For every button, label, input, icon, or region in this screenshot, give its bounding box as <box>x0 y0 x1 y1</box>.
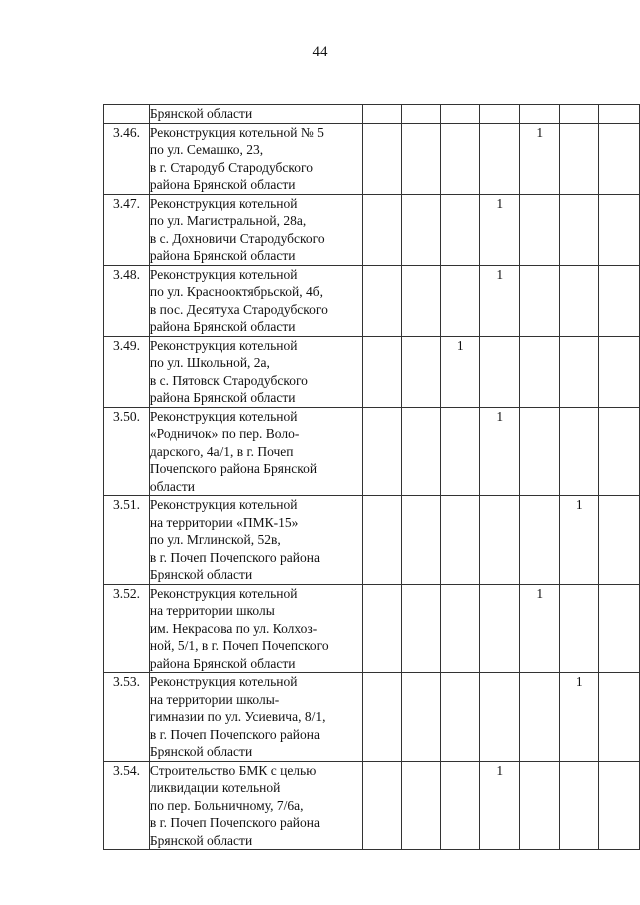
description-line: области <box>149 478 196 494</box>
item-number-cell <box>104 105 150 124</box>
description-cell <box>149 584 362 673</box>
year-value-cell <box>560 194 599 265</box>
year-value-cell <box>480 105 520 124</box>
description-line: Брянской области <box>149 567 253 582</box>
year-value-cell <box>520 105 560 124</box>
year-value-cell <box>441 265 480 336</box>
item-number-cell: 3.54. <box>104 761 150 850</box>
item-number-cell: 3.49. <box>104 336 150 407</box>
description-cell <box>149 265 362 336</box>
year-value-cell <box>599 496 640 585</box>
table-body <box>104 105 640 850</box>
year-value-cell <box>362 407 401 496</box>
description-line: района Брянской области <box>149 319 296 334</box>
year-value-cell <box>401 336 441 407</box>
year-value-cell <box>560 584 599 673</box>
year-value-cell <box>401 194 441 265</box>
year-value-cell <box>362 496 401 585</box>
year-value-cell <box>599 673 640 762</box>
year-value-cell <box>560 761 599 850</box>
item-number-cell: 3.51. <box>104 496 150 585</box>
year-value-cell: 1 <box>480 265 520 336</box>
year-value-cell <box>480 336 520 407</box>
description-line: района Брянской области <box>149 655 296 671</box>
year-value-cell: 1 <box>480 761 520 850</box>
year-value-cell: 1 <box>441 336 480 407</box>
year-value-cell <box>560 105 599 124</box>
table-row <box>104 407 640 496</box>
description-line: Реконструкция котельной <box>149 497 298 512</box>
description-line: по ул. Краснооктябрьской, 4б, <box>149 284 324 299</box>
description-cell <box>149 194 362 265</box>
facilities-table <box>103 104 640 850</box>
year-value-cell <box>599 194 640 265</box>
description-line: «Родничок» по пер. Воло- <box>149 426 300 441</box>
year-value-cell: 1 <box>520 584 560 673</box>
description-line: в г. Почеп Почепского района <box>149 815 320 830</box>
year-value-cell <box>520 265 560 336</box>
year-value-cell <box>599 761 640 850</box>
year-value-cell <box>480 123 520 194</box>
year-value-cell <box>441 194 480 265</box>
item-number-cell: 3.48. <box>104 265 150 336</box>
description-line: Реконструкция котельной <box>149 266 298 282</box>
description-line: ликвидации котельной <box>149 780 281 795</box>
year-value-cell <box>401 265 441 336</box>
table-row <box>104 336 640 407</box>
year-value-cell <box>441 584 480 673</box>
year-value-cell <box>401 123 441 194</box>
year-value-cell <box>520 761 560 850</box>
year-value-cell <box>401 407 441 496</box>
item-number-cell: 3.46. <box>104 123 150 194</box>
year-value-cell <box>441 496 480 585</box>
item-number-cell: 3.47. <box>104 194 150 265</box>
year-value-cell <box>441 761 480 850</box>
description-line: Реконструкция котельной <box>149 674 298 689</box>
item-number-cell: 3.50. <box>104 407 150 496</box>
description-line: в г. Почеп Почепского района <box>149 726 320 742</box>
page-number: 44 <box>312 44 328 60</box>
year-value-cell <box>599 584 640 673</box>
year-value-cell <box>441 105 480 124</box>
description-line: по пер. Больничному, 7/6а, <box>149 797 304 813</box>
year-value-cell <box>480 673 520 762</box>
description-line: в с. Дохновичи Стародубского <box>149 230 325 246</box>
year-value-cell <box>401 105 441 124</box>
year-value-cell <box>520 407 560 496</box>
table-row <box>104 761 640 850</box>
description-line: в г. Почеп Почепского района <box>149 549 320 565</box>
year-value-cell: 1 <box>480 407 520 496</box>
description-line: района Брянской области <box>149 390 296 405</box>
table-row <box>104 496 640 585</box>
description-line: на территории школы <box>149 603 275 618</box>
year-value-cell <box>441 673 480 762</box>
table-row <box>104 584 640 673</box>
year-value-cell: 1 <box>560 673 599 762</box>
year-value-cell <box>401 584 441 673</box>
description-line: гимназии по ул. Усиевича, 8/1, <box>149 709 326 724</box>
description-line: ной, 5/1, в г. Почеп Почепского <box>149 638 329 653</box>
description-line: Почепского района Брянской <box>149 461 318 476</box>
description-line: по ул. Школьной, 2а, <box>149 355 270 370</box>
year-value-cell <box>560 336 599 407</box>
year-value-cell <box>401 496 441 585</box>
description-line: Строительство БМК с целью <box>149 762 317 778</box>
year-value-cell <box>599 336 640 407</box>
description-line: по ул. Семашко, 23, <box>149 142 264 157</box>
year-value-cell: 1 <box>560 496 599 585</box>
year-value-cell <box>480 584 520 673</box>
description-line: в с. Пятовск Стародубского <box>149 372 308 388</box>
year-value-cell <box>560 265 599 336</box>
description-line: дарского, 4а/1, в г. Почеп <box>149 443 294 459</box>
description-line: по ул. Магистральной, 28а, <box>149 213 307 228</box>
description-line: Брянской области <box>149 106 253 121</box>
year-value-cell <box>362 673 401 762</box>
year-value-cell <box>560 123 599 194</box>
year-value-cell <box>362 194 401 265</box>
year-value-cell <box>480 496 520 585</box>
year-value-cell <box>520 194 560 265</box>
table-row <box>104 673 640 762</box>
description-line: Реконструкция котельной № 5 <box>149 124 324 140</box>
year-value-cell <box>599 407 640 496</box>
year-value-cell <box>362 761 401 850</box>
year-value-cell: 1 <box>480 194 520 265</box>
year-value-cell <box>401 673 441 762</box>
year-value-cell <box>520 673 560 762</box>
description-line: на территории «ПМК-15» <box>149 514 299 530</box>
description-cell <box>149 496 362 585</box>
year-value-cell <box>441 123 480 194</box>
year-value-cell <box>599 265 640 336</box>
description-cell <box>149 336 362 407</box>
table-row <box>104 123 640 194</box>
year-value-cell <box>362 584 401 673</box>
year-value-cell <box>362 105 401 124</box>
description-line: района Брянской области <box>149 177 296 192</box>
year-value-cell <box>520 496 560 585</box>
year-value-cell <box>401 761 441 850</box>
year-value-cell <box>599 123 640 194</box>
description-line: в пос. Десятуха Стародубского <box>149 301 328 317</box>
table-row <box>104 265 640 336</box>
description-line: Реконструкция котельной <box>149 195 298 211</box>
description-line: им. Некрасова по ул. Колхоз- <box>149 620 318 636</box>
year-value-cell <box>520 336 560 407</box>
item-number-cell: 3.53. <box>104 673 150 762</box>
year-value-cell <box>362 123 401 194</box>
year-value-cell <box>599 105 640 124</box>
description-cell <box>149 673 362 762</box>
description-cell <box>149 761 362 850</box>
description-line: Брянской области <box>149 832 253 848</box>
year-value-cell <box>362 336 401 407</box>
description-cell <box>149 407 362 496</box>
year-value-cell <box>441 407 480 496</box>
description-line: района Брянской области <box>149 248 296 263</box>
description-cell <box>149 123 362 194</box>
year-value-cell: 1 <box>520 123 560 194</box>
description-line: на территории школы- <box>149 691 280 707</box>
item-number-cell: 3.52. <box>104 584 150 673</box>
table-row <box>104 194 640 265</box>
year-value-cell <box>560 407 599 496</box>
description-line: Реконструкция котельной <box>149 585 298 601</box>
description-line: Реконструкция котельной <box>149 408 298 424</box>
description-cell <box>149 105 362 124</box>
description-line: Брянской области <box>149 744 253 759</box>
description-line: Реконструкция котельной <box>149 337 298 353</box>
description-line: по ул. Мглинской, 52в, <box>149 532 281 547</box>
table-row <box>104 105 640 124</box>
description-line: в г. Стародуб Стародубского <box>149 159 313 175</box>
year-value-cell <box>362 265 401 336</box>
